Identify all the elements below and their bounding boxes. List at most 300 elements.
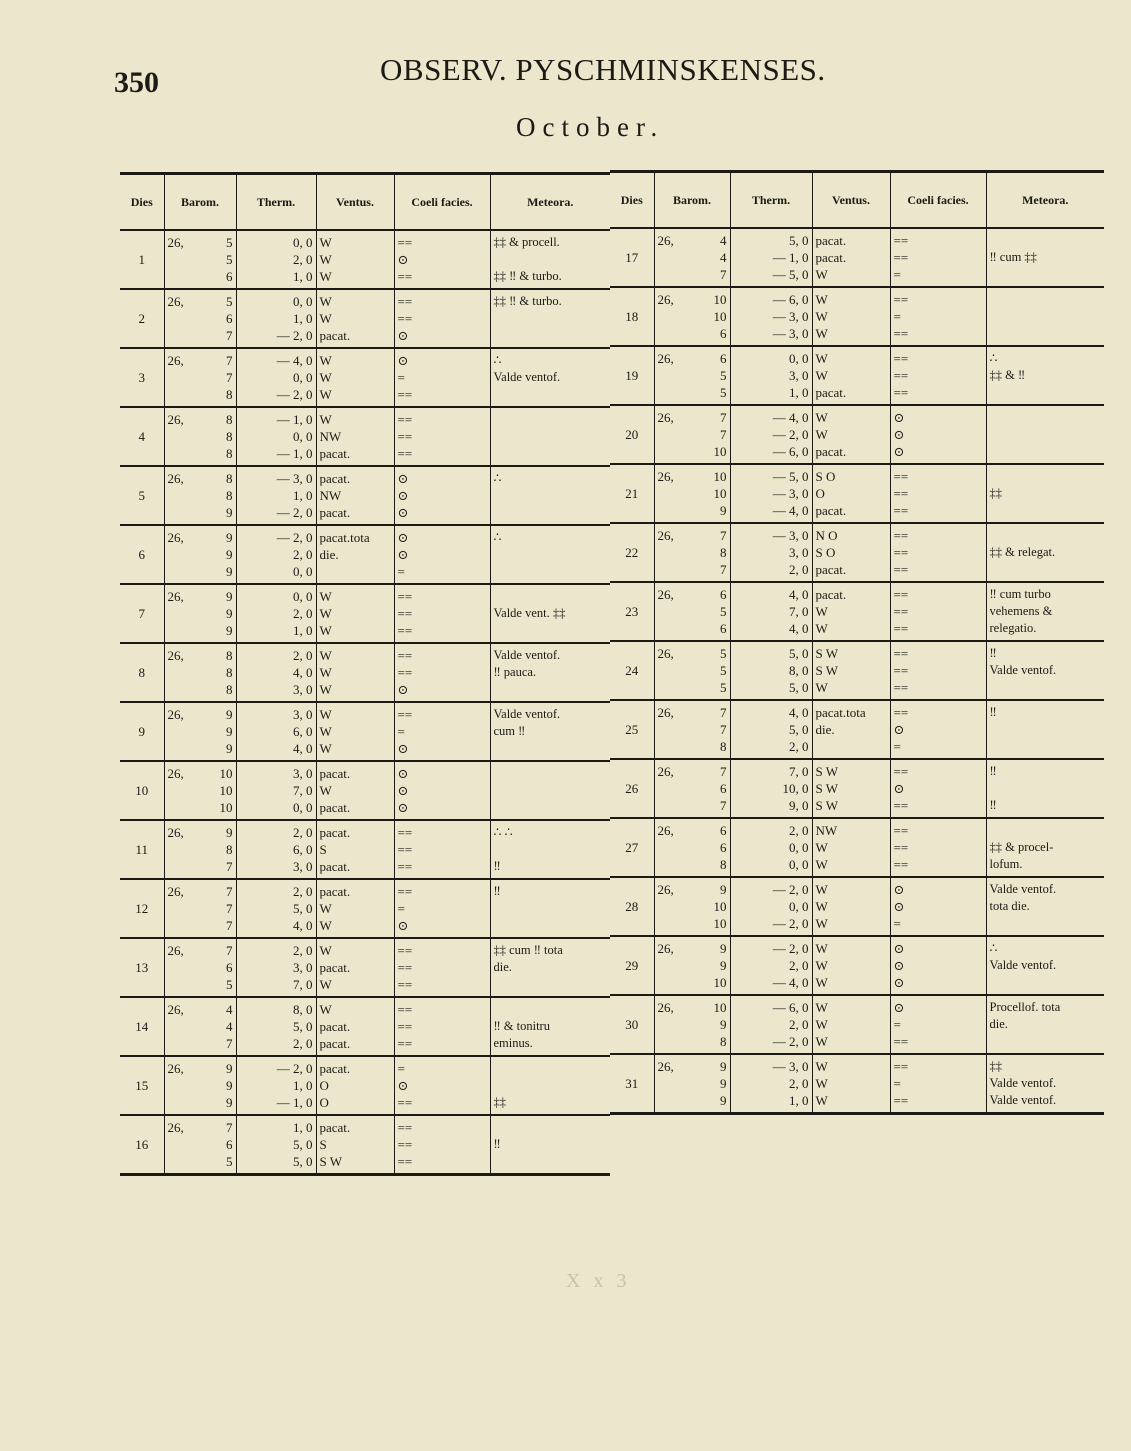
barometer-reading: 5 — [720, 604, 727, 619]
sky-cell — [890, 228, 986, 287]
thermometer-cell — [236, 879, 316, 938]
meteora-note: ‡‡ & procell. — [493, 235, 560, 249]
sky-symbol: ⊙ — [893, 722, 905, 737]
meteora-cell — [986, 582, 1104, 641]
wind-cell — [316, 1056, 394, 1115]
sky-symbol: == — [397, 943, 413, 958]
sky-symbol: ⊙ — [893, 958, 905, 973]
wind-entry: pacat. — [815, 233, 847, 248]
wind-entry: W — [319, 269, 332, 284]
meteora-note — [990, 266, 1102, 283]
meteora-note: Valde ventof. — [493, 648, 561, 662]
barometer-reading: 9 — [720, 1059, 727, 1074]
wind-entry: W — [815, 1093, 828, 1108]
barometer-cell — [654, 346, 730, 405]
sky-cell — [890, 464, 986, 523]
thermometer-reading: 4, 0 — [789, 705, 809, 720]
day-number: 3 — [120, 348, 164, 407]
barometer-reading: 5 — [226, 977, 233, 992]
barometer-reading: 7 — [226, 859, 233, 874]
barometer-inches: 26, — [657, 882, 674, 897]
wind-cell — [812, 287, 890, 346]
barometer-cell — [654, 1054, 730, 1114]
wind-entry: S W — [815, 663, 839, 678]
barometer-reading: 8 — [720, 1034, 727, 1049]
sky-symbol: ⊙ — [397, 800, 409, 815]
thermometer-reading: 4, 0 — [293, 741, 313, 756]
wind-cell — [812, 346, 890, 405]
meteora-note: lofum. — [989, 857, 1023, 871]
meteora-note: ‡‡ & procel- — [989, 840, 1054, 854]
barometer-reading: 9 — [226, 547, 233, 562]
wind-cell — [812, 1054, 890, 1114]
meteora-note: Valde ventof. — [989, 663, 1057, 677]
barometer-reading: 7 — [226, 884, 233, 899]
meteora-note — [494, 411, 608, 428]
thermometer-reading: 1, 0 — [293, 311, 313, 326]
header-ventus: Ventus. — [812, 172, 890, 229]
barometer-inches: 26, — [657, 233, 674, 248]
day-row — [610, 405, 1104, 464]
wind-entry: W — [319, 252, 332, 267]
wind-entry: pacat. — [319, 1036, 351, 1051]
barometer-inches: 26, — [167, 1120, 184, 1135]
thermometer-reading: 4, 0 — [293, 665, 313, 680]
wind-entry: pacat. — [319, 1061, 351, 1076]
sky-cell — [890, 759, 986, 818]
wind-cell — [812, 523, 890, 582]
wind-entry: W — [319, 707, 332, 722]
header-coeli: Coeli facies. — [394, 174, 490, 231]
sky-symbol: = — [893, 309, 901, 324]
sky-symbol: == — [397, 842, 413, 857]
day-number: 5 — [120, 466, 164, 525]
wind-entry: die. — [815, 722, 835, 737]
day-row — [120, 407, 610, 466]
wind-cell — [316, 230, 394, 289]
barometer-reading: 10 — [713, 292, 727, 307]
wind-cell — [316, 348, 394, 407]
sky-symbol: = — [397, 1061, 405, 1076]
thermometer-reading: 4, 0 — [293, 918, 313, 933]
thermometer-reading: 3, 0 — [789, 545, 809, 560]
sky-symbol: == — [397, 235, 413, 250]
barometer-reading: 9 — [720, 1076, 727, 1091]
wind-entry: pacat. — [815, 250, 847, 265]
thermometer-reading: 5, 0 — [789, 646, 809, 661]
day-number: 28 — [610, 877, 654, 936]
barometer-reading: 9 — [226, 530, 233, 545]
barometer-reading: 6 — [720, 781, 727, 796]
barometer-reading: 5 — [720, 368, 727, 383]
barometer-reading: 5 — [226, 294, 233, 309]
thermometer-cell — [730, 1054, 812, 1114]
day-number: 1 — [120, 230, 164, 289]
thermometer-reading: 7, 0 — [789, 604, 809, 619]
meteora-cell — [986, 700, 1104, 759]
sky-symbol: ⊙ — [397, 252, 409, 267]
barometer-cell — [164, 525, 236, 584]
thermometer-cell — [730, 641, 812, 700]
wind-entry: W — [319, 918, 332, 933]
meteora-note — [494, 588, 608, 605]
thermometer-cell — [730, 405, 812, 464]
barometer-reading: 5 — [720, 663, 727, 678]
meteora-note: vehemens & — [989, 604, 1053, 618]
thermometer-reading: 2, 0 — [789, 1076, 809, 1091]
barometer-cell — [164, 938, 236, 997]
barometer-reading: 9 — [720, 941, 727, 956]
wind-entry: W — [319, 311, 332, 326]
thermometer-reading: — 1, 0 — [772, 250, 809, 265]
wind-entry: die. — [319, 547, 339, 562]
meteora-note: ‼ — [989, 705, 997, 719]
thermometer-reading: — 2, 0 — [276, 530, 313, 545]
thermometer-cell — [730, 346, 812, 405]
sky-symbol: == — [397, 1137, 413, 1152]
barometer-reading: 6 — [720, 587, 727, 602]
wind-entry: W — [815, 958, 828, 973]
wind-entry: W — [319, 353, 332, 368]
thermometer-reading: — 3, 0 — [276, 471, 313, 486]
sky-symbol: == — [397, 412, 413, 427]
barometer-cell — [654, 523, 730, 582]
header-meteora: Meteora. — [986, 172, 1104, 229]
barometer-reading: 6 — [226, 269, 233, 284]
sky-symbol: == — [397, 977, 413, 992]
barometer-reading: 9 — [226, 1078, 233, 1093]
thermometer-cell — [236, 584, 316, 643]
thermometer-reading: — 2, 0 — [276, 1061, 313, 1076]
thermometer-reading: 4, 0 — [789, 587, 809, 602]
day-number: 13 — [120, 938, 164, 997]
barometer-reading: 6 — [720, 351, 727, 366]
sky-cell — [890, 936, 986, 995]
thermometer-cell — [730, 995, 812, 1054]
meteora-note — [990, 308, 1102, 325]
thermometer-reading: 0, 0 — [789, 840, 809, 855]
thermometer-reading: 6, 0 — [293, 724, 313, 739]
barometer-reading: 8 — [226, 429, 233, 444]
wind-entry: W — [319, 387, 332, 402]
barometer-reading: 4 — [720, 233, 727, 248]
thermometer-reading: — 6, 0 — [772, 1000, 809, 1015]
sky-cell — [394, 820, 490, 879]
sky-symbol: == — [893, 1034, 909, 1049]
sky-symbol: == — [893, 646, 909, 661]
wind-cell — [812, 936, 890, 995]
thermometer-reading: — 1, 0 — [276, 446, 313, 461]
barometer-reading: 7 — [226, 901, 233, 916]
thermometer-reading: 3, 0 — [293, 859, 313, 874]
barometer-reading: 8 — [226, 682, 233, 697]
barometer-reading: 9 — [226, 1061, 233, 1076]
barometer-reading: 6 — [720, 621, 727, 636]
barometer-cell — [164, 466, 236, 525]
thermometer-cell — [236, 466, 316, 525]
meteora-note — [494, 428, 608, 445]
wind-entry: W — [319, 412, 332, 427]
thermometer-reading: — 2, 0 — [276, 328, 313, 343]
meteora-note — [990, 426, 1102, 443]
thermometer-reading: — 4, 0 — [276, 353, 313, 368]
thermometer-cell — [236, 1115, 316, 1175]
meteora-note: ‼ — [989, 764, 997, 778]
wind-entry — [816, 738, 887, 755]
wind-entry: W — [815, 427, 828, 442]
sky-symbol: ⊙ — [397, 530, 409, 545]
barometer-cell — [164, 230, 236, 289]
thermometer-reading: 0, 0 — [293, 564, 313, 579]
barometer-cell — [164, 702, 236, 761]
meteora-note: die. — [989, 1017, 1008, 1031]
wind-entry: S O — [815, 545, 836, 560]
day-number: 26 — [610, 759, 654, 818]
wind-entry: W — [815, 941, 828, 956]
day-row — [120, 938, 610, 997]
meteora-note — [494, 487, 608, 504]
sky-symbol: == — [893, 680, 909, 695]
barometer-cell — [654, 936, 730, 995]
sky-symbol: ⊙ — [397, 328, 409, 343]
wind-entry: O — [319, 1078, 329, 1093]
meteora-note — [990, 468, 1102, 485]
barometer-inches: 26, — [167, 766, 184, 781]
day-number: 25 — [610, 700, 654, 759]
thermometer-reading: 2, 0 — [293, 547, 313, 562]
sky-cell — [394, 407, 490, 466]
wind-entry: W — [319, 741, 332, 756]
barometer-reading: 10 — [713, 899, 727, 914]
header-therm: Therm. — [730, 172, 812, 229]
thermometer-cell — [730, 877, 812, 936]
sky-symbol: == — [893, 705, 909, 720]
meteora-note — [494, 327, 608, 344]
sky-cell — [394, 643, 490, 702]
sky-symbol: == — [893, 545, 909, 560]
day-number: 6 — [120, 525, 164, 584]
thermometer-reading: — 3, 0 — [772, 486, 809, 501]
meteora-note — [990, 291, 1102, 308]
thermometer-reading: — 2, 0 — [772, 882, 809, 897]
barometer-reading: 9 — [720, 503, 727, 518]
thermometer-reading: 0, 0 — [789, 857, 809, 872]
sky-cell — [890, 523, 986, 582]
thermometer-reading: 1, 0 — [293, 623, 313, 638]
meteora-note — [494, 1001, 608, 1018]
barometer-inches: 26, — [167, 884, 184, 899]
barometer-cell — [164, 879, 236, 938]
meteora-note — [990, 738, 1102, 755]
wind-cell — [812, 818, 890, 877]
wind-entry: W — [815, 857, 828, 872]
meteora-note: Valde ventof. — [989, 882, 1057, 896]
meteora-cell — [986, 287, 1104, 346]
sky-symbol: == — [893, 233, 909, 248]
day-row — [120, 466, 610, 525]
barometer-reading: 7 — [226, 1036, 233, 1051]
barometer-reading: 9 — [226, 564, 233, 579]
day-row — [120, 525, 610, 584]
sky-symbol: == — [893, 562, 909, 577]
thermometer-reading: 0, 0 — [293, 429, 313, 444]
meteora-note: ∴ — [989, 351, 998, 365]
meteora-note: ‡‡ & relegat. — [989, 545, 1056, 559]
meteora-note — [494, 1060, 608, 1077]
wind-entry: W — [815, 351, 828, 366]
barometer-cell — [654, 877, 730, 936]
barometer-inches: 26, — [167, 471, 184, 486]
thermometer-cell — [730, 228, 812, 287]
wind-cell — [812, 995, 890, 1054]
wind-cell — [812, 641, 890, 700]
barometer-reading: 10 — [713, 469, 727, 484]
wind-entry: S W — [815, 764, 839, 779]
observations-table-left — [120, 172, 610, 1176]
thermometer-reading: 0, 0 — [293, 589, 313, 604]
day-number: 8 — [120, 643, 164, 702]
barometer-inches: 26, — [657, 764, 674, 779]
meteora-note: ‼ cum ‡‡ — [989, 250, 1037, 264]
meteora-note — [990, 915, 1102, 932]
barometer-cell — [164, 289, 236, 348]
thermometer-reading: 0, 0 — [293, 800, 313, 815]
sky-symbol: ⊙ — [397, 471, 409, 486]
barometer-cell — [164, 348, 236, 407]
wind-entry: pacat.tota — [319, 530, 370, 545]
meteora-note — [494, 799, 608, 816]
thermometer-reading: — 2, 0 — [772, 941, 809, 956]
day-row — [610, 523, 1104, 582]
wind-entry: W — [319, 648, 332, 663]
barometer-reading: 7 — [720, 764, 727, 779]
thermometer-reading: 5, 0 — [789, 680, 809, 695]
meteora-note — [494, 1077, 608, 1094]
meteora-note — [494, 782, 608, 799]
sky-symbol: ⊙ — [397, 353, 409, 368]
wind-entry: NW — [319, 488, 342, 503]
barometer-reading: 7 — [720, 410, 727, 425]
sky-symbol: == — [397, 294, 413, 309]
wind-entry: W — [815, 621, 828, 636]
day-row — [610, 877, 1104, 936]
barometer-reading: 6 — [720, 326, 727, 341]
meteora-note: ‡‡ cum ‼ tota — [493, 943, 563, 957]
sky-cell — [890, 641, 986, 700]
sky-symbol: = — [893, 739, 901, 754]
sky-symbol: == — [893, 587, 909, 602]
wind-entry: W — [319, 977, 332, 992]
barometer-reading: 8 — [720, 857, 727, 872]
barometer-reading: 6 — [720, 840, 727, 855]
meteora-note: tota die. — [989, 899, 1030, 913]
wind-cell — [316, 643, 394, 702]
header-meteora: Meteora. — [490, 174, 610, 231]
meteora-note — [990, 502, 1102, 519]
sky-symbol: == — [893, 486, 909, 501]
sky-symbol: = — [893, 1076, 901, 1091]
meteora-note: ‡‡ ‼ & turbo. — [493, 269, 562, 283]
meteora-note — [494, 386, 608, 403]
barometer-cell — [164, 1115, 236, 1175]
meteora-note: Valde ventof. — [989, 1076, 1057, 1090]
barometer-reading: 7 — [720, 528, 727, 543]
sky-symbol: = — [397, 370, 405, 385]
sky-symbol: ⊙ — [893, 427, 905, 442]
sky-cell — [394, 289, 490, 348]
barometer-reading: 8 — [226, 842, 233, 857]
thermometer-reading: — 6, 0 — [772, 444, 809, 459]
thermometer-reading: 1, 0 — [293, 1078, 313, 1093]
barometer-cell — [164, 997, 236, 1056]
header-ventus: Ventus. — [316, 174, 394, 231]
barometer-reading: 5 — [226, 252, 233, 267]
meteora-note — [494, 622, 608, 639]
meteora-note: ∴ — [493, 530, 502, 544]
barometer-reading: 7 — [720, 562, 727, 577]
barometer-reading: 8 — [226, 412, 233, 427]
wind-entry: W — [319, 235, 332, 250]
wind-entry: W — [319, 682, 332, 697]
sky-cell — [394, 1115, 490, 1175]
meteora-cell — [490, 466, 610, 525]
sky-cell — [394, 997, 490, 1056]
meteora-note — [990, 974, 1102, 991]
sky-symbol: == — [397, 1036, 413, 1051]
header-coeli: Coeli facies. — [890, 172, 986, 229]
sky-symbol: == — [893, 469, 909, 484]
thermometer-reading: 4, 0 — [789, 621, 809, 636]
wind-entry: pacat. — [319, 1120, 351, 1135]
barometer-cell — [654, 700, 730, 759]
thermometer-reading: 0, 0 — [293, 294, 313, 309]
wind-entry: pacat. — [815, 562, 847, 577]
wind-cell — [316, 820, 394, 879]
meteora-cell — [986, 464, 1104, 523]
thermometer-reading: 3, 0 — [293, 766, 313, 781]
sky-symbol: == — [397, 623, 413, 638]
meteora-note — [990, 384, 1102, 401]
barometer-reading: 7 — [226, 943, 233, 958]
sky-symbol: == — [893, 351, 909, 366]
day-number: 11 — [120, 820, 164, 879]
wind-cell — [316, 702, 394, 761]
footer-signature-mark: X x 3 — [566, 1270, 631, 1292]
thermometer-reading: 2, 0 — [293, 252, 313, 267]
observations-table-right — [610, 170, 1104, 1115]
barometer-reading: 10 — [713, 916, 727, 931]
thermometer-reading: — 3, 0 — [772, 528, 809, 543]
meteora-note: relegatio. — [989, 621, 1037, 635]
barometer-inches: 26, — [657, 1059, 674, 1074]
barometer-inches: 26, — [657, 646, 674, 661]
barometer-cell — [654, 759, 730, 818]
wind-entry: pacat. — [319, 766, 351, 781]
wind-entry: S W — [815, 798, 839, 813]
wind-cell — [316, 938, 394, 997]
sky-symbol: == — [893, 798, 909, 813]
meteora-note — [494, 917, 608, 934]
meteora-note — [990, 780, 1102, 797]
meteora-note: ‼ pauca. — [493, 665, 537, 679]
meteora-note — [494, 1153, 608, 1170]
meteora-note: Valde vent. ‡‡ — [493, 606, 566, 620]
meteora-note: eminus. — [493, 1036, 533, 1050]
thermometer-reading: 1, 0 — [293, 488, 313, 503]
day-number: 14 — [120, 997, 164, 1056]
meteora-cell — [490, 1115, 610, 1175]
wind-cell — [812, 228, 890, 287]
